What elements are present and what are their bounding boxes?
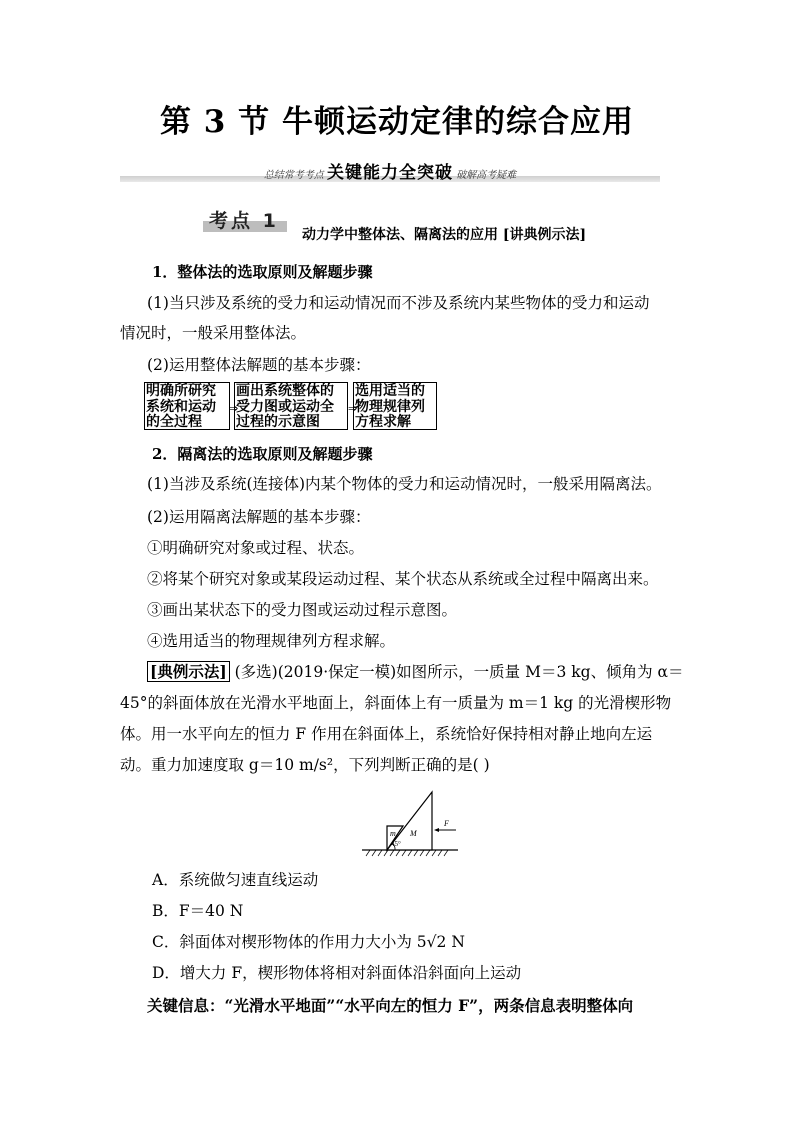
label-F: F [444,819,449,828]
ground-hatching [366,850,448,856]
incline-figure [360,788,460,858]
flow-step-2: 画出系统整体的受力图或运动全过程的示意图 [234,382,348,430]
banner-left-text: 总结常考考点 [263,170,324,181]
option-c: C．斜面体对楔形物体的作用力大小为 5√2 N [152,933,465,951]
option-d: D．增大力 F，楔形物体将相对斜面体沿斜面向上运动 [152,964,522,982]
page-title: 第 3 节 牛顿运动定律的综合应用 [160,104,634,140]
example-line-1 [147,662,683,682]
example-line-2: 45°的斜面体放在光滑水平地面上，斜面体上有一质量为 m＝1 kg 的光滑楔形物 [120,694,672,712]
kaodian-badge [203,208,287,232]
flow-arrow-1: ⇒ [229,402,239,415]
section-banner [120,158,660,184]
option-a: A．系统做匀速直线运动 [152,871,319,889]
example-text-1: (多选)(2019·保定一模)如图所示，一质量 M＝3 kg、倾角为 α＝ [234,663,684,681]
s2-step-2: ②将某个研究对象或某段运动过程、某个状态从系统或全过程中隔离出来。 [147,570,659,588]
s1-paragraph-2: (2)运用整体法解题的基本步骤： [147,356,371,374]
key-info: 关键信息：“光滑水平地面”“水平向左的恒力 F”，两条信息表明整体向 [147,996,634,1015]
example-tag: [典例示法] [147,661,230,682]
kaodian-title: 动力学中整体法、隔离法的应用 [讲典例示法] [302,227,587,243]
force-arrow-head [434,828,439,832]
kaodian-label: 考点 1 [209,210,279,232]
banner-main-text: 关键能力全突破 [327,163,453,183]
flow-arrow-2: ⇒ [348,402,358,415]
s2-step-3: ③画出某状态下的受力图或运动过程示意图。 [147,601,458,619]
banner-right-text: 破解高考疑难 [456,170,517,181]
s2-step-4: ④选用适当的物理规律列方程求解。 [147,632,396,650]
option-b: B．F＝40 N [152,902,244,920]
flow-step-1: 明确所研究系统和运动的全过程 [144,382,230,430]
example-line-4: 动。重力加速度取 g＝10 m/s²，下列判断正确的是( ) [120,756,490,774]
s1-paragraph-1a: (1)当只涉及系统的受力和运动情况而不涉及系统内某些物体的受力和运动 [147,294,650,312]
example-line-3: 体。用一水平向左的恒力 F 作用在斜面体上，系统恰好保持相对静止地向左运 [120,725,653,743]
label-m: m [390,829,396,838]
label-angle: 45° [391,840,401,848]
s2-heading: 2．隔离法的选取原则及解题步骤 [152,445,373,463]
s2-paragraph-1: (1)当涉及系统(连接体)内某个物体的受力和运动情况时，一般采用隔离法。 [147,475,662,493]
s1-paragraph-1b: 情况时，一般采用整体法。 [120,324,307,342]
flow-step-3: 选用适当的物理规律列方程求解 [353,382,437,430]
s2-step-1: ①明确研究对象或过程、状态。 [147,539,365,557]
s2-paragraph-2: (2)运用隔离法解题的基本步骤： [147,508,371,526]
s1-heading: 1．整体法的选取原则及解题步骤 [152,263,373,281]
label-M: M [410,829,417,838]
